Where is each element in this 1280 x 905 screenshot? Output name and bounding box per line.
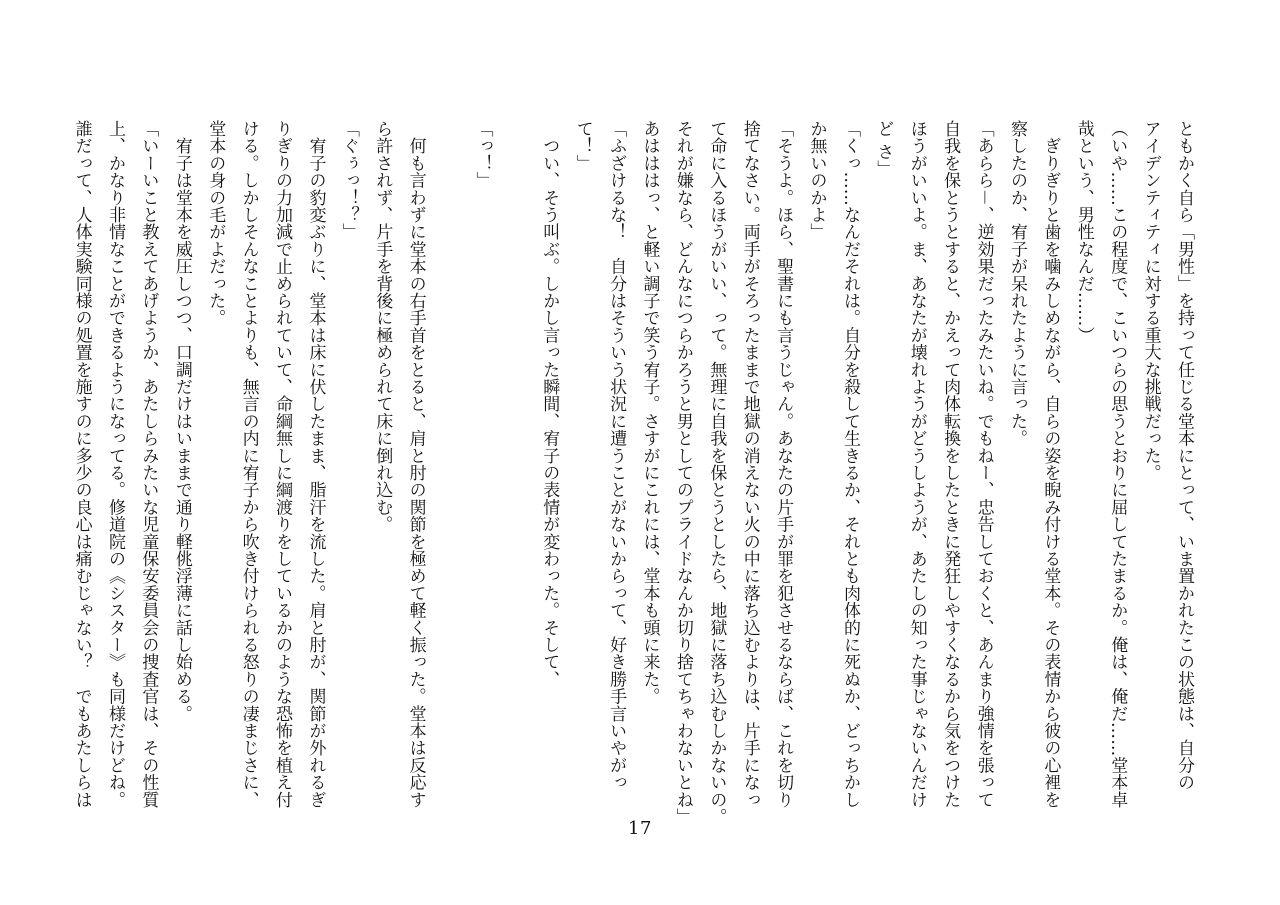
text-line: ら許されず、片手を背後に極められて床に倒れ込む。: [372, 120, 393, 533]
text-line: ける。しかしそんなことよりも、無言の内に宥子から吹き付けられる怒りの凄まじさに、: [238, 120, 259, 808]
text-line: ど さ」: [873, 120, 894, 178]
text-line: ぎりぎりと歯を噛みしめながら、自らの姿を睨み付ける堂本。その表情から彼の心裡を: [1040, 120, 1061, 809]
text-line: て命に入るほうがいい、って。無理に自我を保とうとしたら、地獄に落ち込むしかないの。: [706, 120, 727, 826]
text-line: 誰だって、人体実験同様の処置を施すのに多少の良心は痛むじゃない？ でもあたしらは: [71, 120, 92, 808]
text-line: 何も言わずに堂本の右手首をとると、肩と肘の関節を極めて軽く振った。堂本は反応す: [405, 120, 426, 808]
text-line: [432, 120, 465, 810]
text-line: それが嫌なら、どんなにつらかろうと男としてのプライドなんか切り捨てちゃわないとね」: [672, 120, 693, 826]
text-line: ともかく自ら「男性」を持って任じる堂本にとって、いま置かれたこの状態は、自分の: [1174, 120, 1194, 791]
text-line: あはははっ、と軽い調子で笑う宥子。さすがにこれには、堂本も頭に来た。: [639, 120, 660, 705]
text-line: 上、かなり非情なことができるようになってる。修道院の《シスター》も同様だけどね。: [105, 120, 125, 808]
text-line: て！」: [572, 120, 593, 172]
text-line: 堂本の身の毛がよだった。: [205, 120, 226, 327]
text-line: 「ぐぅっ！？」: [338, 120, 359, 241]
text-line: （いや……この程度で、こいつらの思うとおりに屈してたまるか。俺は、俺だ……堂本卓: [1107, 120, 1128, 808]
text-line: アイデンティティに対する重大な挑戦だった。: [1140, 120, 1161, 482]
text-line: [498, 120, 531, 810]
vertical-text-block: [71, 120, 1200, 826]
text-line: ほうがいいよ。ま、あなたが壊れようがどうしようが、あたしの知った事じゃないんだけ: [906, 120, 927, 808]
text-line: 「くっ……なんだそれは。自分を殺して生きるか、それとも肉体的に死ぬか、どっちかし: [839, 120, 860, 808]
text-line: 宥子の豹変ぶりに、堂本は床に伏したまま、脂汗を流した。肩と肘が、関節が外れるぎ: [305, 120, 326, 808]
text-line: 「あらら－、逆効果だったみたいね。でもねー、忠告しておくと、あんまり強情を張って: [973, 120, 994, 808]
text-line: 捨てなさい。両手がそろったままで地獄の消えない火の中に落ち込むよりは、片手になっ: [739, 120, 760, 808]
text-line: 「そうよ。ほら、聖書にも言うじゃん。あなたの片手が罪を犯させるならば、これを切り: [773, 120, 794, 808]
text-line: か無いのかよ」: [806, 120, 827, 241]
text-line: 「いーいこと教えてあげようか、あたしらみたいな児童保安委員会の捜査官は、その性質: [138, 120, 159, 808]
text-line: 「ふざけるな！ 自分はそういう状況に遭うことがないからって、好き勝手言いやがっ: [606, 120, 627, 791]
text-line: りぎりの力加減で止められていて、命綱無しに綱渡りをしているかのような恐怖を植え付: [272, 120, 293, 808]
text-line: 「っ！」: [472, 120, 493, 189]
text-line: 自我を保とうとすると、かえって肉体転換をしたときに発狂しやすくなるから気をつけた: [940, 120, 961, 808]
text-line: つい、そう叫ぶ。しかし言った瞬間、宥子の表情が変わった。そして、: [539, 120, 560, 688]
page-number: 17: [628, 818, 652, 839]
text-line: 哉という、男性なんだ……）: [1073, 120, 1094, 344]
text-line: 宥子は堂本を威圧しつつ、口調だけはいままで通り軽佻浮薄に話し始める。: [171, 120, 192, 722]
text-line: 察したのか、宥子が呆れたように言った。: [1006, 120, 1027, 447]
